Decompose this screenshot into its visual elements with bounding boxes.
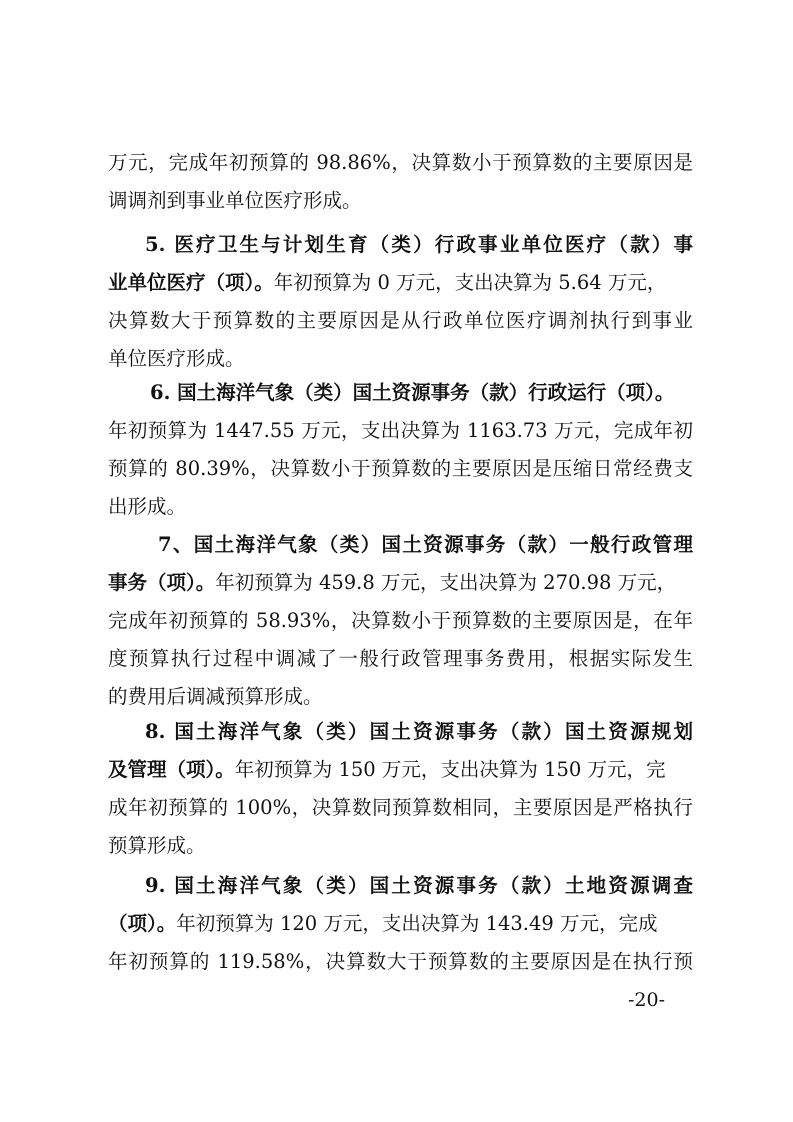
- item-6-heading: 6. 国土海洋气象（类）国土资源事务（款）行政运行（项）。: [150, 381, 675, 404]
- paragraph-line: 调调剂到事业单位医疗形成。: [108, 189, 362, 212]
- item-9-line: [108, 906, 658, 942]
- item-6-line: 年初预算为 1447.55 万元，支出决算为 1163.73 万元，完成年初: [108, 419, 693, 442]
- item-7-line: 度预算执行过程中调减了一般行政管理事务费用，根据实际发生: [108, 647, 693, 670]
- item-8-line: [108, 752, 666, 788]
- item-9-heading-cont: （项）。: [108, 912, 177, 935]
- item-5-line: 单位医疗形成。: [108, 347, 245, 370]
- item-5-heading: 5. 医疗卫生与计划生育（类）行政事业单位医疗（款）事: [145, 233, 693, 256]
- item-5-body: 年初预算为 0 万元，支出决算为 5.64 万元，: [273, 271, 667, 294]
- item-8-line: 成年初预算的 100%，决算数同预算数相同，主要原因是严格执行: [108, 796, 693, 819]
- item-7-heading: 7、国土海洋气象（类）国土资源事务（款）一般行政管理: [158, 533, 693, 556]
- item-9-body: 年初预算为 120 万元，支出决算为 143.49 万元，完成: [176, 912, 658, 935]
- item-5-line: [108, 265, 666, 301]
- paragraph-line: 万元，完成年初预算的 98.86%，决算数小于预算数的主要原因是: [108, 151, 693, 174]
- item-6-line: 预算的 80.39%，决算数小于预算数的主要原因是压缩日常经费支: [108, 457, 693, 480]
- item-8-body: 年初预算为 150 万元，支出决算为 150 万元，完: [234, 758, 666, 781]
- item-7-line: 的费用后调减预算形成。: [108, 685, 323, 708]
- item-8-heading: 8. 国土海洋气象（类）国土资源事务（款）国土资源规划: [145, 720, 693, 743]
- page-number: -20-: [628, 989, 666, 1011]
- item-7-line: 完成年初预算的 58.93%，决算数小于预算数的主要原因是，在年: [108, 609, 693, 632]
- item-9-heading: 9. 国土海洋气象（类）国土资源事务（款）土地资源调查: [145, 874, 693, 897]
- item-8-line: 预算形成。: [108, 834, 206, 857]
- item-5-heading-cont: 业单位医疗（项）。: [108, 271, 274, 294]
- item-7-line: [108, 565, 676, 601]
- item-7-body: 年初预算为 459.8 万元，支出决算为 270.98 万元，: [215, 571, 677, 594]
- item-6-line: 出形成。: [108, 495, 187, 518]
- item-8-heading-cont: 及管理（项）。: [108, 758, 235, 781]
- item-7-heading-cont: 事务（项）。: [108, 571, 216, 594]
- item-9-line: 年初预算的 119.58%，决算数大于预算数的主要原因是在执行预: [108, 950, 693, 973]
- item-5-line: 决算数大于预算数的主要原因是从行政单位医疗调剂执行到事业: [108, 309, 693, 332]
